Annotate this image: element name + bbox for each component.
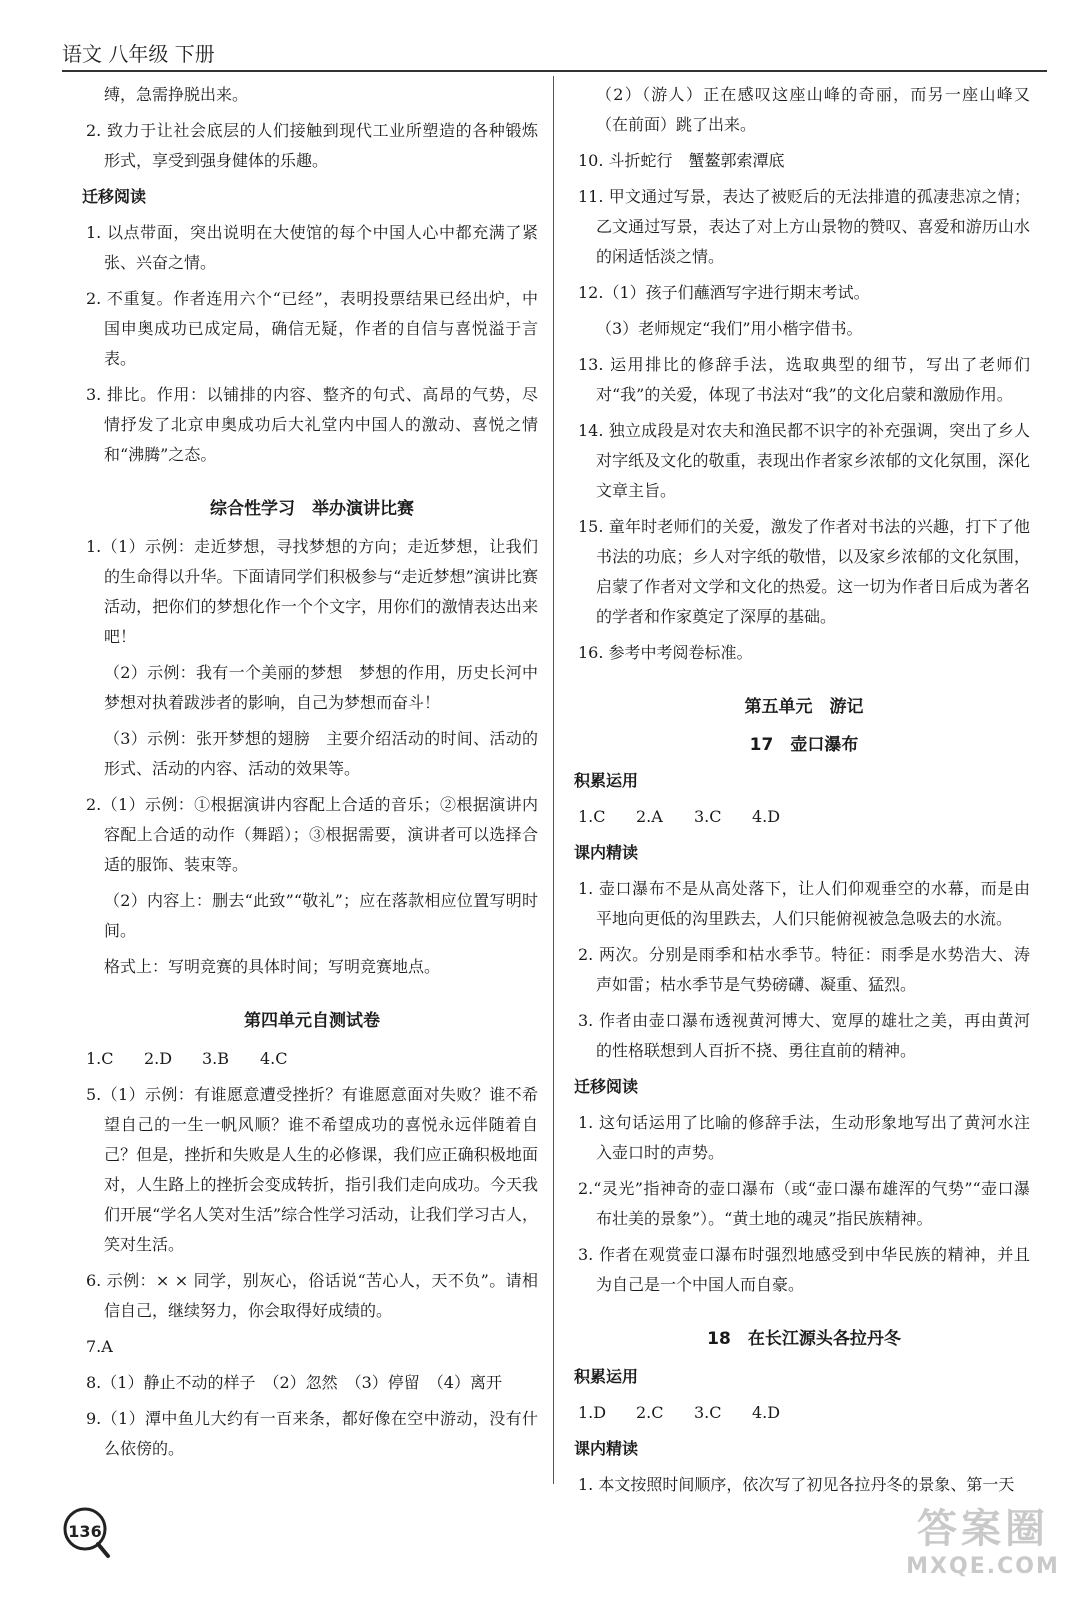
choice-answer: 2.A — [636, 807, 663, 826]
answer-item: 2. 不重复。作者连用六个“已经”，表明投票结果已经出炉，中国申奥成功已成定局，确信无疑，作者的自信与喜悦溢于言表。 — [86, 289, 538, 368]
answer-item: 1. 以点带面，突出说明在大使馆的每个中国人心中都充满了紧张、兴奋之情。 — [86, 223, 538, 272]
answer-item: 缚，急需挣脱出来。 — [104, 85, 249, 104]
answer-item: 2.“灵光”指神奇的壶口瀑布（或“壶口瀑布雄浑的气势”“壶口瀑布壮美的景象”）。“黄土地的魂灵”指民族精神。 — [578, 1179, 1030, 1228]
answer-item: 16. 参考中考阅卷标准。 — [578, 643, 753, 662]
watermark-url: MXQE.COM — [906, 1554, 1060, 1579]
subheading-migrate: 迁移阅读 — [82, 187, 147, 206]
section-title-unit4-test: 第四单元自测试卷 — [244, 1011, 380, 1031]
answer-item: 1.（1）示例：走近梦想，寻找梦想的方向；走近梦想，让我们的生命得以升华。下面请同学们积极参与“走近梦想”演讲比赛活动，把你们的梦想化作一个个文字，用你们的激情表达出来吧！ — [86, 537, 538, 646]
answer-item: （2）（游人）正在感叹这座山峰的奇丽，而另一座山峰又（在前面）跳了出来。 — [596, 85, 1030, 134]
answer-item: 13. 运用排比的修辞手法，选取典型的细节，写出了老师们对“我”的关爱，体现了书法对“我”的文化启蒙和激励作用。 — [578, 355, 1030, 404]
answer-item: 1. 这句话运用了比喻的修辞手法，生动形象地写出了黄河水注入壶口时的声势。 — [578, 1113, 1030, 1162]
subheading-inclass: 课内精读 — [574, 843, 639, 862]
answer-item: 格式上：写明竞赛的具体时间；写明竞赛地点。 — [104, 957, 441, 976]
left-column — [82, 80, 538, 1470]
subheading-accumulate: 积累运用 — [574, 771, 639, 790]
watermark-text: 答案圈 — [917, 1506, 1049, 1552]
watermark-logo — [888, 1505, 1078, 1595]
unit-title: 第五单元 游记 — [744, 697, 864, 717]
choice-answer: 1.C — [86, 1049, 114, 1068]
choice-answer: 4.D — [752, 1403, 781, 1422]
page-number: 136 — [68, 1522, 102, 1541]
choice-answer: 3.B — [202, 1049, 230, 1068]
answer-item: 12.（1）孩子们蘸酒写字进行期末考试。 — [578, 283, 870, 302]
answer-item: 2. 致力于让社会底层的人们接触到现代工业所塑造的各种锻炼形式，享受到强身健体的乐趣。 — [86, 121, 538, 170]
choice-answer: 1.C — [578, 807, 606, 826]
answer-item: 10. 斗折蛇行 蟹鳌郭索潭底 — [578, 151, 785, 170]
right-column — [574, 80, 1030, 1506]
choice-answer: 3.C — [694, 807, 722, 826]
choice-answer: 3.C — [694, 1403, 722, 1422]
choice-answers — [86, 1044, 538, 1074]
answer-item: 6. 示例：× × 同学，别灰心，俗话说“苦心人，天不负”。请相信自己，继续努力，你会取得好成绩的。 — [86, 1271, 538, 1320]
header-title: 语文 八年级 下册 — [62, 42, 215, 66]
header-rule — [62, 70, 1047, 72]
answer-item: 11. 甲文通过写景，表达了被贬后的无法排遣的孤凄悲凉之情；乙文通过写景，表达了对上方山景物的赞叹、喜爱和游历山水的闲适恬淡之情。 — [578, 187, 1030, 266]
answer-item: （2）内容上：删去“此致”“敬礼”；应在落款相应位置写明时间。 — [104, 891, 538, 940]
subheading-inclass: 课内精读 — [574, 1439, 639, 1458]
section-title-speech: 综合性学习 举办演讲比赛 — [210, 499, 414, 519]
choice-answers — [578, 1398, 1030, 1428]
column-divider — [553, 76, 554, 1484]
choice-answer: 1.D — [578, 1403, 607, 1422]
running-header — [62, 38, 1047, 70]
answer-item: （2）示例：我有一个美丽的梦想 梦想的作用，历史长河中梦想对执着跋涉者的影响，自己为梦想而奋斗！ — [104, 663, 538, 712]
answer-item: 2.（1）示例：①根据演讲内容配上合适的音乐；②根据演讲内容配上合适的动作（舞蹈）；③根据需要，演讲者可以选择合适的服饰、装束等。 — [86, 795, 538, 874]
choice-answer: 4.D — [752, 807, 781, 826]
choice-answer: 2.D — [144, 1049, 173, 1068]
answer-item: 14. 独立成段是对农夫和渔民都不识字的补充强调，突出了乡人对字纸及文化的敬重，表现出作者家乡浓郁的文化氛围，深化文章主旨。 — [578, 421, 1030, 500]
answer-item: 15. 童年时老师们的关爱，激发了作者对书法的兴趣，打下了他书法的功底；乡人对字纸的敬惜，以及家乡浓郁的文化氛围，启蒙了作者对文学和文化的热爱。这一切为作者日后成为著名的学者和作家奠定了深厚的基础。 — [578, 517, 1030, 626]
answer-item: 3. 作者在观赏壶口瀑布时强烈地感受到中华民族的精神，并且为自己是一个中国人而自豪。 — [578, 1245, 1030, 1294]
answer-item: 2. 两次。分别是雨季和枯水季节。特征：雨季是水势浩大、涛声如雷；枯水季节是气势磅礴、凝重、猛烈。 — [578, 945, 1030, 994]
answer-item: （3）老师规定“我们”用小楷字借书。 — [596, 319, 863, 338]
answer-item: 3. 排比。作用：以铺排的内容、整齐的句式、高昂的气势，尽情抒发了北京申奥成功后大礼堂内中国人的激动、喜悦之情和“沸腾”之态。 — [86, 385, 538, 464]
answer-item: 8.（1）静止不动的样子 （2）忽然 （3）停留 （4）离开 — [86, 1373, 502, 1392]
subheading-migrate: 迁移阅读 — [574, 1077, 639, 1096]
choice-answers — [578, 802, 1030, 832]
answer-item: 3. 作者由壶口瀑布透视黄河博大、宽厚的雄壮之美，再由黄河的性格联想到人百折不挠、勇往直前的精神。 — [578, 1011, 1030, 1060]
answer-item: 1. 本文按照时间顺序，依次写了初见各拉丹冬的景象、第一天 — [578, 1475, 1015, 1494]
choice-answer: 2.C — [636, 1403, 664, 1422]
answer-item: 9.（1）潭中鱼儿大约有一百来条，都好像在空中游动，没有什么依傍的。 — [86, 1409, 538, 1458]
choice-answer: 4.C — [260, 1049, 288, 1068]
answer-item: 7.A — [86, 1337, 113, 1356]
answer-item: 1. 壶口瀑布不是从高处落下，让人们仰观垂空的水幕，而是由平地向更低的沟里跌去，人们只能俯视被急急吸去的水流。 — [578, 879, 1030, 928]
answer-item: （3）示例：张开梦想的翅膀 主要介绍活动的时间、活动的形式、活动的内容、活动的效果等。 — [104, 729, 538, 778]
lesson-title-17: 17 壶口瀑布 — [749, 735, 859, 755]
lesson-title-18: 18 在长江源头各拉丹冬 — [707, 1329, 901, 1349]
answer-item: 5.（1）示例：有谁愿意遭受挫折？有谁愿意面对失败？谁不希望自己的一生一帆风顺？谁不希望成功的喜悦永远伴随着自己？但是，挫折和失败是人生的必修课，我们应正确积极地面对，人生路上的挫折会变成转折，指引我们走向成功。今天我们开展“学名人笑对生活”综合性学习活动，让我们学习古人，笑对生活。 — [86, 1085, 538, 1254]
subheading-accumulate: 积累运用 — [574, 1367, 639, 1386]
